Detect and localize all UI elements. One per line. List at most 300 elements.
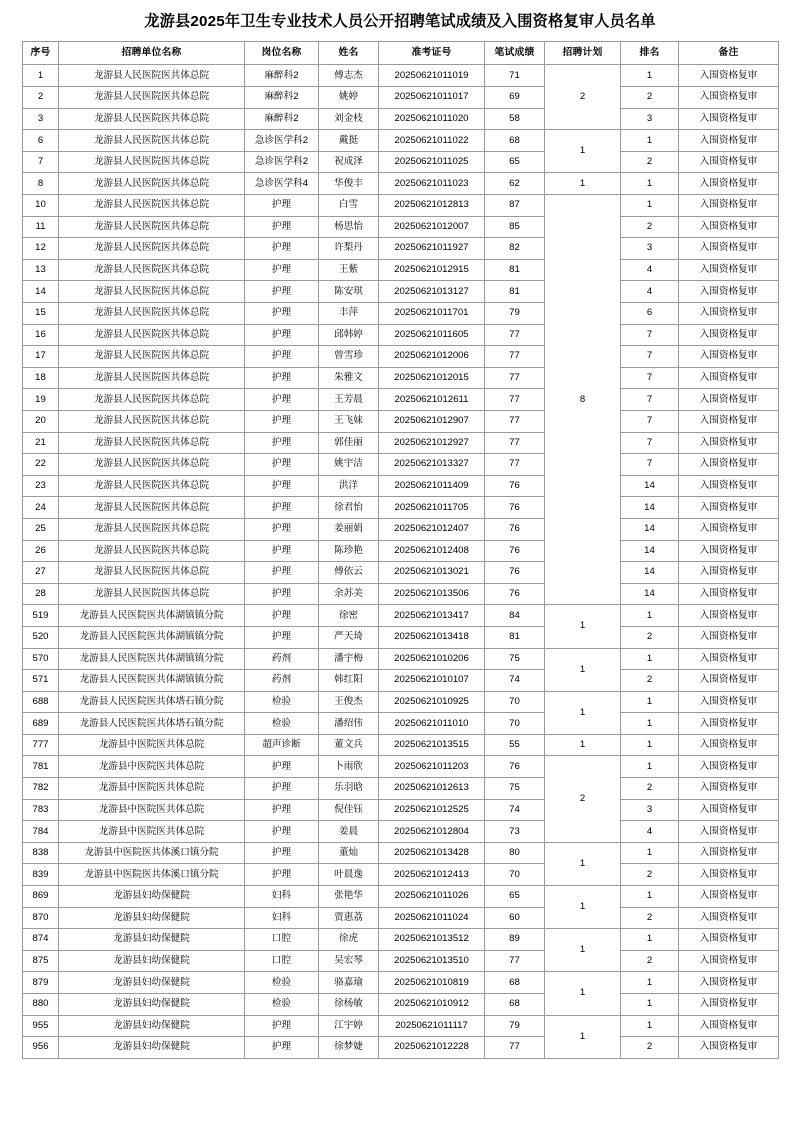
- cell-ticket: 20250621013417: [379, 605, 485, 627]
- cell-rank: 3: [621, 238, 679, 260]
- cell-ticket: 20250621011022: [379, 130, 485, 152]
- cell-name: 杨思怡: [319, 216, 379, 238]
- cell-name: 徐梦婕: [319, 1037, 379, 1059]
- cell-post: 护理: [245, 821, 319, 843]
- cell-ticket: 20250621012927: [379, 432, 485, 454]
- cell-unit: 龙游县人民医院医共体总院: [59, 475, 245, 497]
- cell-remark: 入围资格复审: [679, 454, 779, 476]
- cell-score: 87: [485, 195, 545, 217]
- cell-name: 卜雨欣: [319, 756, 379, 778]
- cell-remark: 入围资格复审: [679, 1015, 779, 1037]
- cell-score: 75: [485, 778, 545, 800]
- cell-remark: 入围资格复审: [679, 130, 779, 152]
- cell-post: 护理: [245, 259, 319, 281]
- cell-unit: 龙游县人民医院医共体塔石镇分院: [59, 691, 245, 713]
- cell-score: 77: [485, 410, 545, 432]
- table-row: [23, 238, 779, 260]
- cell-index: 777: [23, 734, 59, 756]
- cell-remark: 入围资格复审: [679, 518, 779, 540]
- cell-rank: 2: [621, 626, 679, 648]
- cell-unit: 龙游县人民医院医共体总院: [59, 108, 245, 130]
- table-row: [23, 497, 779, 519]
- cell-index: 13: [23, 259, 59, 281]
- cell-remark: 入围资格复审: [679, 87, 779, 109]
- cell-name: 王紫: [319, 259, 379, 281]
- table-row: [23, 583, 779, 605]
- cell-index: 23: [23, 475, 59, 497]
- cell-ticket: 20250621011203: [379, 756, 485, 778]
- cell-unit: 龙游县妇幼保健院: [59, 994, 245, 1016]
- cell-unit: 龙游县人民医院医共体总院: [59, 173, 245, 195]
- cell-ticket: 20250621013428: [379, 842, 485, 864]
- cell-index: 784: [23, 821, 59, 843]
- table-row: [23, 216, 779, 238]
- column-header-post: 岗位名称: [245, 42, 319, 65]
- table-row: [23, 454, 779, 476]
- cell-unit: 龙游县人民医院医共体总院: [59, 367, 245, 389]
- cell-remark: 入围资格复审: [679, 691, 779, 713]
- cell-ticket: 20250621012228: [379, 1037, 485, 1059]
- cell-score: 73: [485, 821, 545, 843]
- cell-ticket: 20250621012007: [379, 216, 485, 238]
- cell-score: 77: [485, 1037, 545, 1059]
- cell-name: 董文兵: [319, 734, 379, 756]
- cell-score: 76: [485, 540, 545, 562]
- cell-post: 护理: [245, 799, 319, 821]
- cell-ticket: 20250621011705: [379, 497, 485, 519]
- table-row: [23, 994, 779, 1016]
- cell-plan: 1: [545, 648, 621, 691]
- cell-remark: 入围资格复审: [679, 324, 779, 346]
- cell-post: 麻醉科2: [245, 108, 319, 130]
- cell-index: 21: [23, 432, 59, 454]
- cell-remark: 入围资格复审: [679, 886, 779, 908]
- cell-index: 7: [23, 151, 59, 173]
- cell-post: 护理: [245, 410, 319, 432]
- cell-remark: 入围资格复审: [679, 713, 779, 735]
- cell-index: 874: [23, 929, 59, 951]
- cell-name: 韩红阳: [319, 670, 379, 692]
- cell-unit: 龙游县中医院医共体总院: [59, 734, 245, 756]
- cell-unit: 龙游县人民医院医共体湖镇镇分院: [59, 605, 245, 627]
- cell-remark: 入围资格复审: [679, 432, 779, 454]
- table-row: [23, 907, 779, 929]
- cell-rank: 4: [621, 821, 679, 843]
- cell-name: 潘宇梅: [319, 648, 379, 670]
- cell-remark: 入围资格复审: [679, 410, 779, 432]
- cell-unit: 龙游县中医院医共体总院: [59, 756, 245, 778]
- cell-name: 徐君怡: [319, 497, 379, 519]
- cell-score: 89: [485, 929, 545, 951]
- cell-name: 傅志杰: [319, 65, 379, 87]
- cell-remark: 入围资格复审: [679, 950, 779, 972]
- cell-rank: 1: [621, 972, 679, 994]
- cell-post: 护理: [245, 238, 319, 260]
- cell-plan: 1: [545, 173, 621, 195]
- cell-rank: 14: [621, 583, 679, 605]
- cell-post: 护理: [245, 518, 319, 540]
- cell-unit: 龙游县人民医院医共体总院: [59, 324, 245, 346]
- cell-ticket: 20250621011701: [379, 303, 485, 325]
- cell-name: 曾雪珍: [319, 346, 379, 368]
- cell-rank: 1: [621, 195, 679, 217]
- table-header-row: [23, 42, 779, 65]
- cell-remark: 入围资格复审: [679, 151, 779, 173]
- cell-rank: 14: [621, 475, 679, 497]
- cell-rank: 2: [621, 670, 679, 692]
- column-header-name: 姓名: [319, 42, 379, 65]
- cell-remark: 入围资格复审: [679, 475, 779, 497]
- table-row: [23, 432, 779, 454]
- cell-score: 70: [485, 713, 545, 735]
- cell-name: 陈珍艳: [319, 540, 379, 562]
- table-row: [23, 1037, 779, 1059]
- cell-unit: 龙游县妇幼保健院: [59, 929, 245, 951]
- column-header-index: 序号: [23, 42, 59, 65]
- cell-rank: 6: [621, 303, 679, 325]
- cell-score: 69: [485, 87, 545, 109]
- table-row: [23, 886, 779, 908]
- cell-post: 检验: [245, 713, 319, 735]
- table-row: [23, 130, 779, 152]
- cell-ticket: 20250621012804: [379, 821, 485, 843]
- cell-remark: 入围资格复审: [679, 367, 779, 389]
- cell-ticket: 20250621011605: [379, 324, 485, 346]
- cell-remark: 入围资格复审: [679, 65, 779, 87]
- cell-rank: 3: [621, 108, 679, 130]
- cell-post: 麻醉科2: [245, 65, 319, 87]
- cell-score: 68: [485, 130, 545, 152]
- table-row: [23, 259, 779, 281]
- cell-post: 护理: [245, 778, 319, 800]
- cell-name: 姚婷: [319, 87, 379, 109]
- table-row: [23, 929, 779, 951]
- cell-score: 68: [485, 972, 545, 994]
- cell-name: 姜丽娟: [319, 518, 379, 540]
- cell-index: 875: [23, 950, 59, 972]
- cell-index: 12: [23, 238, 59, 260]
- page-title: 龙游县2025年卫生专业技术人员公开招聘笔试成绩及入围资格复审人员名单: [144, 13, 656, 30]
- table-row: [23, 713, 779, 735]
- cell-index: 838: [23, 842, 59, 864]
- cell-index: 570: [23, 648, 59, 670]
- cell-post: 急诊医学科2: [245, 151, 319, 173]
- cell-unit: 龙游县妇幼保健院: [59, 972, 245, 994]
- cell-remark: 入围资格复审: [679, 389, 779, 411]
- cell-index: 879: [23, 972, 59, 994]
- cell-ticket: 20250621011010: [379, 713, 485, 735]
- recruitment-results-table: [22, 41, 779, 1058]
- cell-ticket: 20250621012525: [379, 799, 485, 821]
- cell-score: 81: [485, 626, 545, 648]
- cell-score: 77: [485, 324, 545, 346]
- cell-score: 65: [485, 886, 545, 908]
- cell-plan: 1: [545, 605, 621, 648]
- table-row: [23, 518, 779, 540]
- cell-name: 徐密: [319, 605, 379, 627]
- cell-score: 58: [485, 108, 545, 130]
- cell-name: 姚宇洁: [319, 454, 379, 476]
- cell-unit: 龙游县人民医院医共体总院: [59, 65, 245, 87]
- cell-name: 白雪: [319, 195, 379, 217]
- table-row: [23, 281, 779, 303]
- cell-unit: 龙游县人民医院医共体总院: [59, 540, 245, 562]
- cell-unit: 龙游县中医院医共体溪口镇分院: [59, 864, 245, 886]
- cell-index: 18: [23, 367, 59, 389]
- cell-name: 戴挺: [319, 130, 379, 152]
- cell-post: 护理: [245, 562, 319, 584]
- cell-index: 10: [23, 195, 59, 217]
- cell-rank: 1: [621, 842, 679, 864]
- cell-score: 76: [485, 475, 545, 497]
- cell-ticket: 20250621011409: [379, 475, 485, 497]
- cell-rank: 1: [621, 1015, 679, 1037]
- cell-index: 24: [23, 497, 59, 519]
- cell-rank: 1: [621, 65, 679, 87]
- cell-unit: 龙游县妇幼保健院: [59, 1015, 245, 1037]
- cell-score: 76: [485, 562, 545, 584]
- cell-post: 药剂: [245, 648, 319, 670]
- cell-unit: 龙游县人民医院医共体总院: [59, 518, 245, 540]
- cell-score: 80: [485, 842, 545, 864]
- cell-post: 口腔: [245, 929, 319, 951]
- cell-name: 吴宏琴: [319, 950, 379, 972]
- table-row: [23, 87, 779, 109]
- cell-ticket: 20250621011020: [379, 108, 485, 130]
- table-row: [23, 605, 779, 627]
- cell-name: 洪洋: [319, 475, 379, 497]
- cell-rank: 7: [621, 432, 679, 454]
- cell-remark: 入围资格复审: [679, 734, 779, 756]
- cell-name: 徐杨敏: [319, 994, 379, 1016]
- cell-rank: 1: [621, 648, 679, 670]
- table-row: [23, 65, 779, 87]
- cell-name: 乐羽晗: [319, 778, 379, 800]
- cell-unit: 龙游县妇幼保健院: [59, 1037, 245, 1059]
- cell-index: 1: [23, 65, 59, 87]
- cell-index: 11: [23, 216, 59, 238]
- cell-ticket: 20250621012407: [379, 518, 485, 540]
- cell-index: 16: [23, 324, 59, 346]
- cell-post: 妇科: [245, 907, 319, 929]
- cell-unit: 龙游县妇幼保健院: [59, 886, 245, 908]
- cell-rank: 7: [621, 389, 679, 411]
- table-row: [23, 173, 779, 195]
- cell-post: 护理: [245, 324, 319, 346]
- cell-unit: 龙游县人民医院医共体总院: [59, 389, 245, 411]
- cell-rank: 2: [621, 907, 679, 929]
- cell-rank: 1: [621, 886, 679, 908]
- cell-post: 护理: [245, 346, 319, 368]
- cell-post: 护理: [245, 454, 319, 476]
- cell-post: 急诊医学科2: [245, 130, 319, 152]
- cell-post: 护理: [245, 756, 319, 778]
- cell-name: 叶晨逸: [319, 864, 379, 886]
- cell-score: 76: [485, 756, 545, 778]
- cell-remark: 入围资格复审: [679, 259, 779, 281]
- cell-index: 6: [23, 130, 59, 152]
- cell-index: 782: [23, 778, 59, 800]
- cell-unit: 龙游县人民医院医共体总院: [59, 432, 245, 454]
- cell-unit: 龙游县人民医院医共体总院: [59, 238, 245, 260]
- cell-score: 77: [485, 432, 545, 454]
- cell-remark: 入围资格复审: [679, 303, 779, 325]
- cell-rank: 1: [621, 994, 679, 1016]
- cell-rank: 2: [621, 1037, 679, 1059]
- cell-rank: 2: [621, 778, 679, 800]
- cell-index: 571: [23, 670, 59, 692]
- cell-unit: 龙游县人民医院医共体总院: [59, 130, 245, 152]
- cell-score: 85: [485, 216, 545, 238]
- cell-score: 77: [485, 367, 545, 389]
- cell-index: 956: [23, 1037, 59, 1059]
- cell-name: 严天琦: [319, 626, 379, 648]
- cell-index: 880: [23, 994, 59, 1016]
- cell-unit: 龙游县人民医院医共体总院: [59, 281, 245, 303]
- cell-plan: 1: [545, 886, 621, 929]
- cell-score: 68: [485, 994, 545, 1016]
- table-row: [23, 950, 779, 972]
- cell-index: 870: [23, 907, 59, 929]
- table-header: [23, 42, 779, 65]
- cell-score: 74: [485, 799, 545, 821]
- cell-remark: 入围资格复审: [679, 907, 779, 929]
- cell-ticket: 20250621011117: [379, 1015, 485, 1037]
- table-row: [23, 195, 779, 217]
- cell-remark: 入围资格复审: [679, 238, 779, 260]
- cell-ticket: 20250621012611: [379, 389, 485, 411]
- table-row: [23, 108, 779, 130]
- table-row: [23, 626, 779, 648]
- cell-unit: 龙游县人民医院医共体总院: [59, 497, 245, 519]
- cell-remark: 入围资格复审: [679, 799, 779, 821]
- cell-post: 护理: [245, 195, 319, 217]
- cell-score: 81: [485, 281, 545, 303]
- cell-unit: 龙游县人民医院医共体塔石镇分院: [59, 713, 245, 735]
- cell-post: 妇科: [245, 886, 319, 908]
- cell-ticket: 20250621013127: [379, 281, 485, 303]
- cell-index: 26: [23, 540, 59, 562]
- cell-remark: 入围资格复审: [679, 972, 779, 994]
- cell-rank: 3: [621, 799, 679, 821]
- cell-post: 护理: [245, 367, 319, 389]
- cell-score: 77: [485, 950, 545, 972]
- cell-rank: 7: [621, 454, 679, 476]
- table-row: [23, 410, 779, 432]
- cell-rank: 1: [621, 605, 679, 627]
- cell-unit: 龙游县人民医院医共体总院: [59, 583, 245, 605]
- cell-post: 护理: [245, 303, 319, 325]
- table-row: [23, 346, 779, 368]
- cell-post: 超声诊断: [245, 734, 319, 756]
- cell-rank: 14: [621, 540, 679, 562]
- column-header-unit: 招聘单位名称: [59, 42, 245, 65]
- cell-ticket: 20250621010912: [379, 994, 485, 1016]
- cell-ticket: 20250621011023: [379, 173, 485, 195]
- cell-remark: 入围资格复审: [679, 281, 779, 303]
- cell-remark: 入围资格复审: [679, 648, 779, 670]
- cell-remark: 入围资格复审: [679, 605, 779, 627]
- cell-score: 71: [485, 65, 545, 87]
- cell-name: 华俊丰: [319, 173, 379, 195]
- cell-post: 护理: [245, 605, 319, 627]
- cell-plan: 1: [545, 130, 621, 173]
- cell-unit: 龙游县人民医院医共体湖镇镇分院: [59, 670, 245, 692]
- cell-unit: 龙游县人民医院医共体总院: [59, 259, 245, 281]
- cell-post: 护理: [245, 281, 319, 303]
- cell-index: 15: [23, 303, 59, 325]
- cell-index: 25: [23, 518, 59, 540]
- cell-score: 62: [485, 173, 545, 195]
- table-row: [23, 799, 779, 821]
- cell-rank: 1: [621, 173, 679, 195]
- cell-remark: 入围资格复审: [679, 540, 779, 562]
- cell-name: 祝成泽: [319, 151, 379, 173]
- cell-score: 74: [485, 670, 545, 692]
- cell-index: 20: [23, 410, 59, 432]
- cell-rank: 1: [621, 130, 679, 152]
- cell-ticket: 20250621012413: [379, 864, 485, 886]
- cell-remark: 入围资格复审: [679, 173, 779, 195]
- cell-remark: 入围资格复审: [679, 497, 779, 519]
- table-row: [23, 389, 779, 411]
- cell-unit: 龙游县人民医院医共体总院: [59, 87, 245, 109]
- table-row: [23, 691, 779, 713]
- cell-score: 77: [485, 389, 545, 411]
- cell-remark: 入围资格复审: [679, 1037, 779, 1059]
- cell-ticket: 20250621010107: [379, 670, 485, 692]
- cell-index: 688: [23, 691, 59, 713]
- cell-rank: 4: [621, 259, 679, 281]
- cell-unit: 龙游县人民医院医共体总院: [59, 346, 245, 368]
- cell-plan: 1: [545, 734, 621, 756]
- cell-post: 护理: [245, 583, 319, 605]
- table-body: [23, 65, 779, 1058]
- cell-remark: 入围资格复审: [679, 346, 779, 368]
- cell-post: 护理: [245, 540, 319, 562]
- cell-remark: 入围资格复审: [679, 626, 779, 648]
- cell-rank: 7: [621, 346, 679, 368]
- cell-ticket: 20250621011026: [379, 886, 485, 908]
- cell-index: 22: [23, 454, 59, 476]
- cell-plan: 1: [545, 972, 621, 1015]
- cell-score: 79: [485, 1015, 545, 1037]
- cell-name: 郭佳丽: [319, 432, 379, 454]
- table-row: [23, 864, 779, 886]
- cell-unit: 龙游县人民医院医共体总院: [59, 303, 245, 325]
- cell-ticket: 20250621012907: [379, 410, 485, 432]
- cell-index: 520: [23, 626, 59, 648]
- cell-post: 药剂: [245, 670, 319, 692]
- cell-score: 81: [485, 259, 545, 281]
- cell-rank: 14: [621, 518, 679, 540]
- cell-rank: 14: [621, 562, 679, 584]
- cell-unit: 龙游县人民医院医共体湖镇镇分院: [59, 648, 245, 670]
- cell-ticket: 20250621012006: [379, 346, 485, 368]
- cell-index: 14: [23, 281, 59, 303]
- table-row: [23, 756, 779, 778]
- cell-unit: 龙游县妇幼保健院: [59, 907, 245, 929]
- cell-index: 8: [23, 173, 59, 195]
- cell-rank: 1: [621, 929, 679, 951]
- cell-rank: 1: [621, 756, 679, 778]
- cell-unit: 龙游县中医院医共体总院: [59, 799, 245, 821]
- table-row: [23, 151, 779, 173]
- cell-ticket: 20250621010206: [379, 648, 485, 670]
- cell-score: 76: [485, 583, 545, 605]
- cell-ticket: 20250621011019: [379, 65, 485, 87]
- table-row: [23, 475, 779, 497]
